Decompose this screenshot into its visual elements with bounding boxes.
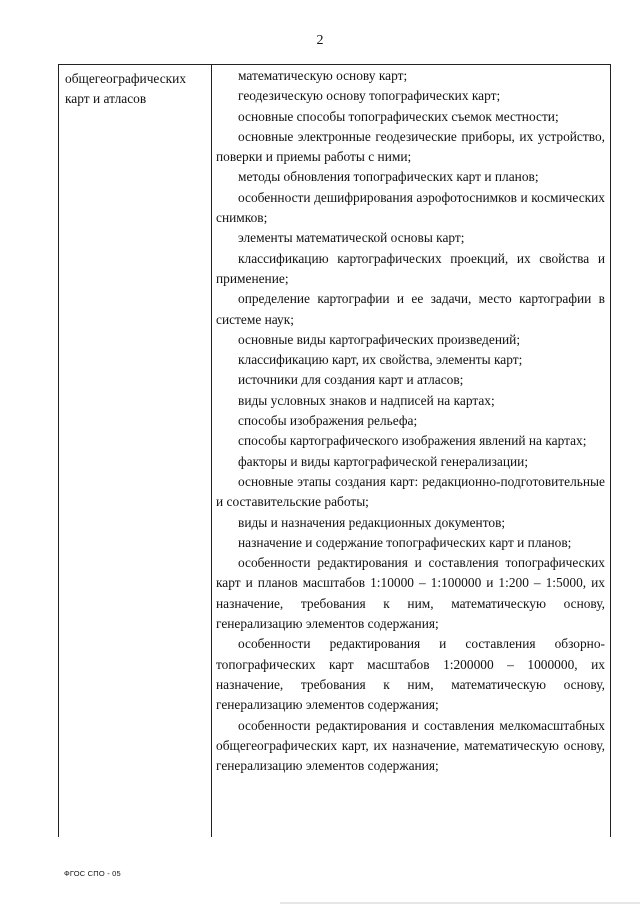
knowledge-item: классификацию карт, их свойства, элементы карт; bbox=[238, 352, 523, 368]
knowledge-list bbox=[216, 66, 605, 776]
knowledge-item: особенности редактирования и составления топографических карт и планов масштабов 1:10000 – 1:100000 и 1:200 – 1:5000, их назначение, требования к ним, математическую основу, генерализацию элементов содержания; bbox=[216, 555, 605, 632]
knowledge-item: источники для создания карт и атласов; bbox=[238, 372, 464, 388]
knowledge-item: способы картографического изображения явлений на картах; bbox=[238, 433, 587, 449]
scan-edge bbox=[280, 902, 640, 904]
knowledge-item: способы изображения рельефа; bbox=[238, 413, 418, 429]
document-footer: ФГОС СПО - 05 bbox=[64, 869, 121, 878]
knowledge-item: основные способы топографических съемок местности; bbox=[238, 108, 559, 124]
knowledge-item: классификацию картографических проекций, их свойства и применение; bbox=[216, 250, 605, 286]
discipline-line-1: общегеографических bbox=[65, 71, 187, 86]
knowledge-item: виды и назначения редакционных документов; bbox=[238, 514, 506, 530]
knowledge-item: особенности дешифрирования аэрофотоснимков и космических снимков; bbox=[216, 189, 605, 226]
requirements-table bbox=[58, 64, 611, 837]
knowledge-item: виды условных знаков и надписей на картах; bbox=[238, 392, 495, 408]
knowledge-item: особенности редактирования и составления обзорно-топографических карт масштабов 1:200000 – 1000000, их назначение, требования к ним, математическую основу, генерализацию элементов содержания; bbox=[216, 636, 605, 713]
knowledge-item: особенности редактирования и составления мелкомасштабных общегеографических карт, их назначение, математическую основу, генерализацию элементов содержания; bbox=[216, 717, 605, 774]
knowledge-item: математическую основу карт; bbox=[238, 68, 408, 83]
knowledge-item: назначение и содержание топографических карт и планов; bbox=[238, 534, 572, 550]
knowledge-item: факторы и виды картографической генерализации; bbox=[238, 453, 529, 469]
knowledge-item: основные виды картографических произведений; bbox=[238, 331, 521, 347]
knowledge-item: основные электронные геодезические приборы, их устройство, поверки и приемы работы с ними; bbox=[216, 128, 605, 165]
knowledge-item: элементы математической основы карт; bbox=[238, 230, 465, 246]
column-divider bbox=[211, 65, 212, 837]
discipline-line-2: карт и атласов bbox=[65, 91, 147, 107]
page-number: 2 bbox=[316, 33, 324, 48]
knowledge-item: определение картографии и ее задачи, место картографии в системе наук; bbox=[216, 291, 605, 327]
knowledge-item: основные этапы создания карт: редакционно-подготовительные и составительские работы; bbox=[216, 473, 605, 510]
discipline-cell bbox=[65, 69, 207, 110]
knowledge-item: методы обновления топографических карт и планов; bbox=[238, 169, 539, 185]
knowledge-item: геодезическую основу топографических карт; bbox=[238, 88, 501, 104]
